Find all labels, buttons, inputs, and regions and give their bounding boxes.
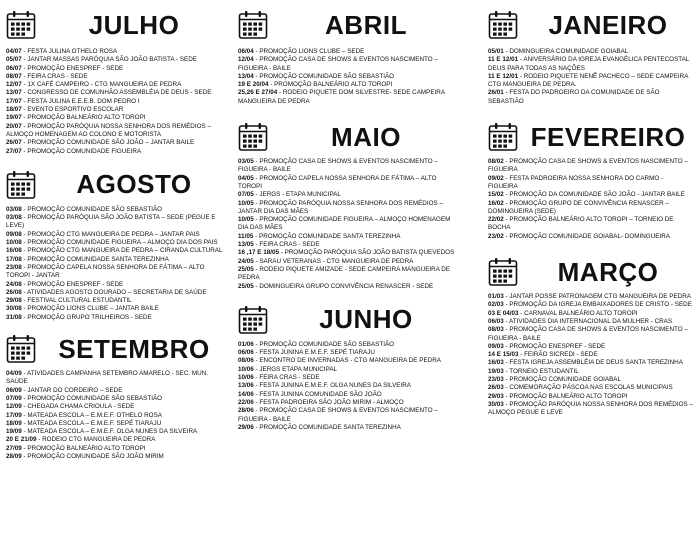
event-date: 06/09 [6, 386, 22, 394]
event-date: 06/06 [238, 349, 254, 357]
event-description: - ATIVIDADES DIA INTERNACIONAL DA MULHER - CRAS [503, 317, 673, 325]
event-item [488, 233, 694, 241]
event-description: - JERGS ETAPA MUNICIPAL [253, 365, 338, 373]
event-item [6, 98, 228, 106]
event-description: - PROMOÇÃO BALNEÁRIO ALTO TOROPI [21, 114, 146, 122]
event-date: 29/03 [488, 392, 504, 400]
month-header [238, 301, 460, 339]
event-item [238, 191, 460, 199]
event-date: 16/03 [488, 359, 504, 367]
event-description: - PROMOÇÃO COMUNIDADE SÃO SEBASTIÃO [253, 340, 395, 348]
event-item [488, 326, 694, 343]
event-date: 10/05 [238, 199, 254, 207]
event-description: - JANTAR POSSE PATRONAGEM CTG MANGUEIRA DE PEDRA [503, 293, 691, 301]
event-date: 25/05 [238, 282, 254, 290]
month-title: SETEMBRO [58, 333, 210, 364]
event-date: 08/06 [238, 357, 254, 365]
event-date: 28/06 [238, 407, 254, 415]
event-date: 10/06 [238, 374, 254, 382]
event-description: - FESTA JUNINA E.M.E.F. OLGA NUNES DA SILVEIRA [253, 382, 411, 390]
event-date: 05/07 [6, 56, 22, 64]
event-description: - RODEIO CTG MANGUEIRA DE PEDRA [36, 436, 156, 444]
event-description: - PROMOÇÃO COMUNIDADE FIGUEIRA – ALMOÇO HOMENAGEM DIA DAS MÃES [238, 216, 451, 232]
event-list [6, 206, 228, 322]
event-description: - PROMOÇÃO BALNEÁRIO ALTO TOROPI [503, 392, 628, 400]
event-item [6, 123, 228, 140]
event-description: - PROMOÇÃO ENESPREF - SEDE [503, 342, 606, 350]
calendar-icon [238, 122, 268, 152]
month-julho [6, 6, 228, 156]
event-date: 26/08 [6, 288, 22, 296]
event-date: 27/07 [6, 147, 22, 155]
event-date: 04/07 [6, 48, 22, 55]
event-date: 16 ,17 E 18/05 [238, 249, 279, 257]
event-item [6, 214, 228, 231]
event-item [488, 359, 694, 367]
event-description: - MATEADA ESCOLA – E.M.E.F. OTHELO ROSA [21, 411, 162, 419]
event-item [6, 370, 228, 387]
event-item [488, 301, 694, 309]
event-description: - PROMOÇÃO GRUPO TRILHEIROS - SEDE [21, 313, 152, 321]
event-date: 29/06 [238, 423, 254, 431]
calendar-icon [238, 305, 268, 335]
event-date: 23/08 [6, 263, 22, 271]
event-description: - FESTA JUNINA E.M.E.F. SEPÉ TIARAJU [253, 349, 375, 357]
month-header [488, 6, 694, 44]
event-item [6, 65, 228, 73]
event-date: 11/05 [238, 232, 254, 240]
event-description: - PROMOÇÃO DA COMUNIDADE SÃO JOÃO - JANTAR BAILE [503, 191, 685, 199]
event-date: 29/08 [6, 297, 22, 305]
event-list [6, 48, 228, 156]
event-description: - ANIVERSÁRIO DA IGREJA EVANGÉLICA PENTECOSTAL DEUS PARA TODAS AS NAÇÕES [488, 56, 690, 72]
event-item [238, 382, 460, 390]
event-description: - PROMOÇÃO COMUNIDADE SÃO JOÃO MIRIM [21, 452, 164, 460]
event-description: - PROMOÇÃO PARÓQUIA SÃO JOÃO BATISTA – SEDE (PEGUE E LEVE) [6, 214, 216, 230]
event-description: - PROMOÇÃO ENESPREF - SEDE [21, 280, 124, 288]
event-item [6, 114, 228, 122]
event-description: - PROMOÇÃO CAPELA NOSSA SENHORA DE FÁTIMA – ALTO TOROPI - JANTAR [6, 263, 205, 280]
month-setembro [6, 330, 228, 461]
event-date: 07/05 [238, 191, 254, 199]
event-description: - FESTIVAL CULTURAL ESTUDANTIL [21, 297, 132, 305]
event-item [6, 453, 228, 461]
event-date: 23/02 [488, 232, 504, 240]
event-date: 13/05 [238, 241, 254, 249]
event-item [488, 393, 694, 401]
event-date: 08/02 [488, 158, 504, 166]
event-description: - PROMOÇÃO PARÓQUIA NOSSA SENHORA DOS REMÉDIOS – JANTAR DIA DAS MÃES [238, 199, 443, 215]
event-item [488, 384, 694, 392]
event-description: - FESTA JUNINA COMUNIDADE SÃO JOÃO [253, 390, 382, 398]
event-date: 06/07 [6, 64, 22, 72]
event-description: - FESTA IGREJA ASSEMBLÉIA DE DEUS SANTA TEREZINHA [503, 359, 683, 367]
event-item [6, 420, 228, 428]
month-abril [238, 6, 460, 106]
event-item [238, 175, 460, 192]
event-item [6, 428, 228, 436]
event-description: - PROMOÇÃO COMUNIDADE FIGUEIRA – ALMOÇO DIA DOS PAIS [21, 239, 218, 247]
event-item [238, 266, 460, 283]
event-description: - PROMOÇÃO COMUNIDADE SANTA TEREZINHA [253, 232, 401, 240]
event-item [6, 206, 228, 214]
event-item [488, 343, 694, 351]
event-date: 14/06 [238, 390, 254, 398]
event-date: 11 E 12/01 [488, 72, 519, 80]
event-item [488, 200, 694, 217]
event-item [238, 399, 460, 407]
event-date: 28/09 [6, 452, 22, 460]
event-item [6, 56, 228, 64]
event-date: 10/06 [238, 365, 254, 373]
event-description: - PROMOÇÃO CAPELA NOSSA SENHORA DE FÁTIMA – ALTO TOROPI [238, 174, 437, 190]
calendar-icon [6, 334, 36, 364]
event-description: - PROMOÇÃO COMUNIDADE SÃO JOÃO – JANTAR BAILE [21, 139, 195, 147]
event-description: - ATIVIDADES CAMPANHA SETEMBRO AMARELO - SEC. MUN. SAÚDE [6, 370, 209, 386]
event-description: - PROMOÇÃO GRUPO DE CONVIVÊNCIA RENASCER – DOMINGUEIRA (SEDE) [488, 199, 669, 215]
event-list [488, 293, 694, 417]
month-fevereiro [488, 118, 694, 241]
event-item [238, 391, 460, 399]
column-middle [238, 0, 460, 432]
event-item [6, 89, 228, 97]
event-date: 16/08 [6, 247, 22, 255]
month-title: ABRIL [325, 9, 407, 40]
month-header [238, 6, 460, 44]
event-date: 31/08 [6, 313, 22, 321]
month-janeiro [488, 6, 694, 106]
event-item [6, 436, 228, 444]
event-date: 19/09 [6, 428, 22, 436]
event-list [6, 370, 228, 461]
event-item [488, 56, 694, 73]
event-description: - RODEIO PIQUETE NENÊ PACHECO – SEDE CAMPEIRA CTG MANGUEIRA DE PEDRA. [488, 72, 689, 89]
event-list [238, 48, 460, 106]
event-description: - RODEIO PIQUETE DOM SILVESTRE- SEDE CAMPEIRA MANGUEIRA DE PEDRA [238, 89, 445, 105]
event-date: 04/05 [238, 174, 254, 182]
event-item [6, 264, 228, 281]
event-description: - SARAU VETERANAS - CTG MANGUEIRA DE PEDRA [253, 257, 414, 265]
event-item [238, 424, 460, 432]
column-left [6, 0, 228, 461]
event-item [6, 256, 228, 264]
month-title: MAIO [331, 121, 401, 152]
event-description: - 1X CAFÉ CAMPEIRO - CTG MANGUEIRA DE PEDRA [21, 81, 182, 89]
event-item [488, 158, 694, 175]
calendar-icon [488, 10, 518, 40]
event-date: 01/06 [238, 340, 254, 348]
event-item [488, 216, 694, 233]
event-date: 03 E 04/03 [488, 309, 519, 317]
event-description: - FEIRA CRAS - SEDE [253, 241, 320, 249]
event-description: - PROMOÇÃO PARÓQUIA NOSSA SENHORA DOS REMÉDIOS – ALMOÇO PEGUE E LEVE [488, 400, 693, 417]
event-description: - FEIRA CRAS - SEDE [253, 374, 320, 382]
event-date: 18/07 [6, 106, 22, 114]
event-date: 27/09 [6, 444, 22, 452]
event-date: 30/08 [6, 305, 22, 313]
event-date: 13/06 [238, 382, 254, 390]
event-item [6, 395, 228, 403]
event-date: 15/02 [488, 191, 504, 199]
event-description: - PROMOÇÃO CASA DE SHOWS & EVENTOS NASCIMENTO – FIGUEIRA - BAILE [488, 326, 688, 342]
event-description: - PROMOÇÃO BALNEÁRIO ALTO TOROPI [21, 444, 146, 452]
event-description: - TORNEIO ESTUDANTIL [503, 367, 579, 375]
event-item [238, 374, 460, 382]
event-description: - FESTA JULINA OTHELO ROSA [21, 48, 118, 55]
event-date: 03/08 [6, 214, 22, 222]
event-date: 17/09 [6, 411, 22, 419]
event-date: 08/03 [488, 326, 504, 334]
event-description: - PROMOÇÃO LIONS CLUBE – SEDE [253, 48, 365, 55]
month-title: JANEIRO [548, 9, 668, 40]
event-description: - PROMOÇÃO PARÓQUIA NOSSA SENHORA DOS REMÉDIOS – ALMOÇO HOMENAGEM AO COLONO E MOTORISTA [6, 122, 211, 138]
event-item [488, 191, 694, 199]
event-date: 25,26 E 27/04 [238, 89, 278, 97]
event-item [238, 349, 460, 357]
month-marco [488, 253, 694, 417]
event-date: 16/02 [488, 199, 504, 207]
event-description: - PROMOÇÃO CASA DE SHOWS & EVENTOS NASCIMENTO – FIGUEIRA - BAILE [238, 407, 438, 423]
event-item [6, 305, 228, 313]
event-description: - JERGS - ETAPA MUNICIPAL [253, 191, 341, 199]
event-description: - PROMOÇÃO BALNEÁRIO ALTO TOROPI – TORNEIO DE BOCHA [488, 216, 674, 232]
event-description: - PROMOÇÃO CASA DE SHOWS & EVENTOS NASCIMENTO – FIGUEIRA - BAILE [238, 56, 438, 72]
calendar-icon [488, 257, 518, 287]
event-item [6, 412, 228, 420]
month-title: MARÇO [557, 256, 659, 287]
event-description: - JANTAR DO CORDEIRO – SEDE [21, 386, 123, 394]
event-item [238, 366, 460, 374]
event-date: 01/03 [488, 293, 504, 301]
event-description: - ENCONTRO DE INVERNADAS - CTG MANGUEIRA DE PEDRA [253, 357, 441, 365]
event-description: - PROMOÇÃO COMUNIDADE SANTA TEREZINHA [253, 423, 401, 431]
event-date: 12/04 [238, 56, 254, 64]
event-description: - PROMOÇÃO DA IGREJA EMBAIXADORES DE CRISTO - SEDE [503, 301, 692, 309]
event-description: - PROMOÇÃO COMUNIDADE GOIABAL- DOMINGUEIRA [503, 232, 670, 240]
event-date: 04/09 [6, 370, 22, 378]
event-description: - FESTA PADROEIRA SÃO JOÃO MIRIM - ALMOÇO [253, 398, 404, 406]
event-date: 22/06 [238, 398, 254, 406]
event-description: - CHEGADA CHAMA CRIOULA - SEDE [21, 403, 135, 411]
month-junho [238, 301, 460, 432]
event-description: - PROMOÇÃO CASA DE SHOWS & EVENTOS NASCIMENTO – FIGUEIRA [488, 158, 688, 174]
event-item [488, 175, 694, 192]
event-date: 26/07 [6, 139, 22, 147]
event-description: - FESTA JULINA E.E.E.B. DOM PEDRO I [21, 97, 140, 105]
event-date: 13/04 [238, 72, 254, 80]
event-description: - FESTA PADROEIRA NOSSA SENHORA DO CARMO - FIGUEIRA [488, 174, 664, 190]
event-item [238, 158, 460, 175]
event-description: - CONGRESSO DE COMUNHÃO ASSEMBLÉIA DE DEUS - SEDE [21, 89, 212, 97]
month-header [6, 6, 228, 44]
event-item [238, 81, 460, 89]
event-item [6, 148, 228, 156]
event-date: 14 E 15/03 [488, 351, 519, 359]
event-item [6, 73, 228, 81]
event-description: - COMEMORAÇÃO PÁSCOA NAS ESCOLAS MUNICIPAIS [503, 384, 673, 392]
calendar-icon [488, 122, 518, 152]
event-item [488, 89, 694, 106]
event-description: - PROMOÇÃO COMUNIDADE SÃO SEBASTIÃO [21, 394, 163, 402]
event-description: - PROMOÇÃO COMUNIDADE SÃO SEBASTIÃO [253, 72, 395, 80]
event-date: 30/03 [488, 400, 504, 408]
event-item [6, 281, 228, 289]
event-description: - FEIRÃO SICREDI - SEDE [518, 351, 598, 359]
event-description: - PROMOÇÃO ENESPREF - SEDE [21, 64, 124, 72]
event-description: - MATEADA ESCOLA – E.M.E.F. OLGA NUNES DA SILVEIRA [21, 428, 198, 436]
event-item [6, 445, 228, 453]
event-item [238, 249, 460, 257]
event-item [238, 56, 460, 73]
month-header [488, 118, 694, 156]
event-date: 20 E 21/09 [6, 436, 37, 444]
event-date: 24/05 [238, 257, 254, 265]
event-item [6, 139, 228, 147]
event-description: - PROMOÇÃO COMUNIDADE GOIABAL [503, 376, 621, 384]
calendar-icon [6, 170, 36, 200]
event-date: 12/07 [6, 81, 22, 89]
event-description: - PROMOÇÃO COMUNIDADE SÃO SEBASTIÃO [21, 205, 163, 213]
event-date: 09/02 [488, 174, 504, 182]
event-description: - DOMINGUEIRA COMUNIDADE GOIABAL [503, 48, 629, 55]
event-date: 13/07 [6, 89, 22, 97]
event-item [238, 357, 460, 365]
event-item [238, 407, 460, 424]
event-date: 19/07 [6, 114, 22, 122]
event-description: - PROMOÇÃO CASA DE SHOWS & EVENTOS NASCIMENTO – FIGUEIRA - BAILE [238, 158, 438, 174]
event-item [6, 387, 228, 395]
event-item [488, 310, 694, 318]
event-description: - PROMOÇÃO CTG MANGUEIRA DE PEDRA – JANTAR PAIS [21, 230, 200, 238]
event-date: 26/01 [488, 89, 504, 97]
event-date: 24/08 [6, 280, 22, 288]
event-item [6, 231, 228, 239]
event-list [488, 48, 694, 106]
event-list [238, 341, 460, 432]
event-date: 03/08 [6, 205, 22, 213]
event-date: 17/08 [6, 255, 22, 263]
month-title: JULHO [88, 9, 180, 40]
event-item [6, 247, 228, 255]
event-description: - FEIRA CRAS - SEDE [21, 72, 88, 80]
event-description: - FESTA DO PADROEIRO DA COMUNIDADE DE SÃO SEBASTIÃO [488, 89, 660, 105]
month-maio [238, 118, 460, 291]
event-item [238, 89, 460, 106]
event-date: 10/08 [6, 239, 22, 247]
event-item [238, 200, 460, 217]
event-item [238, 216, 460, 233]
event-date: 18/09 [6, 419, 22, 427]
calendar-icon [6, 10, 36, 40]
event-date: 03/05 [238, 158, 254, 166]
event-date: 06/03 [488, 317, 504, 325]
event-date: 26/03 [488, 384, 504, 392]
event-date: 25/05 [238, 265, 254, 273]
event-description: - PROMOÇÃO BALNEÁRIO ALTO TOROPI [268, 81, 393, 89]
event-item [6, 403, 228, 411]
month-header [6, 330, 228, 368]
event-item [488, 318, 694, 326]
month-title: JUNHO [319, 304, 413, 335]
calendar-icon [238, 10, 268, 40]
event-description: - PROMOÇÃO CTG MANGUEIRA DE PEDRA – CIRANDA CULTURAL [21, 247, 223, 255]
event-date: 07/09 [6, 394, 22, 402]
event-list [488, 158, 694, 241]
event-description: - PROMOÇÃO COMUNIDADE FIGUEIRA [21, 147, 142, 155]
event-date: 19/03 [488, 367, 504, 375]
month-title: FEVEREIRO [530, 121, 686, 152]
event-description: - EVENTO ESPORTIVO ESCOLAR [21, 106, 124, 114]
month-header [238, 118, 460, 156]
event-item [488, 401, 694, 418]
event-description: - MATEADA ESCOLA – E.M.E.F. SEPÉ TIARAJU [21, 419, 162, 427]
event-item [6, 289, 228, 297]
event-date: 09/08 [6, 230, 22, 238]
event-date: 19 E 20/04 [238, 81, 269, 89]
event-description: - PROMOÇÃO PARÓQUIA SÃO JOÃO BATISTA QUEVEDOS [278, 249, 455, 257]
event-date: 12/09 [6, 403, 22, 411]
event-description: - PROMOÇÃO LIONS CLUBE – JANTAR BAILE [21, 305, 159, 313]
month-title: AGOSTO [76, 169, 192, 200]
event-item [238, 233, 460, 241]
column-right [488, 0, 694, 418]
event-date: 20/07 [6, 122, 22, 130]
event-description: - PROMOÇÃO COMUNIDADE SANTA TEREZINHA [21, 255, 169, 263]
event-date: 10/05 [238, 216, 254, 224]
event-description: - ATIVIDADES AGOSTO DOURADO – SECRETARIA DE SAÚDE [21, 288, 207, 296]
event-date: 08/07 [6, 72, 22, 80]
event-date: 11 E 12/01 [488, 56, 519, 64]
event-item [488, 73, 694, 90]
event-date: 17/07 [6, 97, 22, 105]
event-description: - JANTAR MASSAS PARÓQUIA SÃO JOÃO BATISTA - SEDE [21, 56, 197, 64]
event-list [238, 158, 460, 291]
month-header [6, 166, 228, 204]
event-item [6, 314, 228, 322]
event-date: 06/04 [238, 48, 254, 55]
event-date: 22/02 [488, 216, 504, 224]
event-date: 23/03 [488, 376, 504, 384]
event-item [238, 341, 460, 349]
month-agosto [6, 166, 228, 322]
month-header [488, 253, 694, 291]
event-description: - DOMINGUEIRA GRUPO CONVIVÊNCIA RENASCER - SEDE [253, 282, 434, 290]
event-item [238, 283, 460, 291]
event-item [488, 368, 694, 376]
event-date: 05/01 [488, 48, 504, 55]
event-date: 02/03 [488, 301, 504, 309]
event-description: - RODEIO PIQUETE AMIZADE - SEDE CAMPEIRA MANGUEIRA DE PEDRA [238, 265, 451, 282]
event-date: 09/03 [488, 342, 504, 350]
event-item [238, 73, 460, 81]
event-description: - CARNAVAL BALNEÁRIO ALTO TOROPI [518, 309, 638, 317]
event-item [238, 258, 460, 266]
